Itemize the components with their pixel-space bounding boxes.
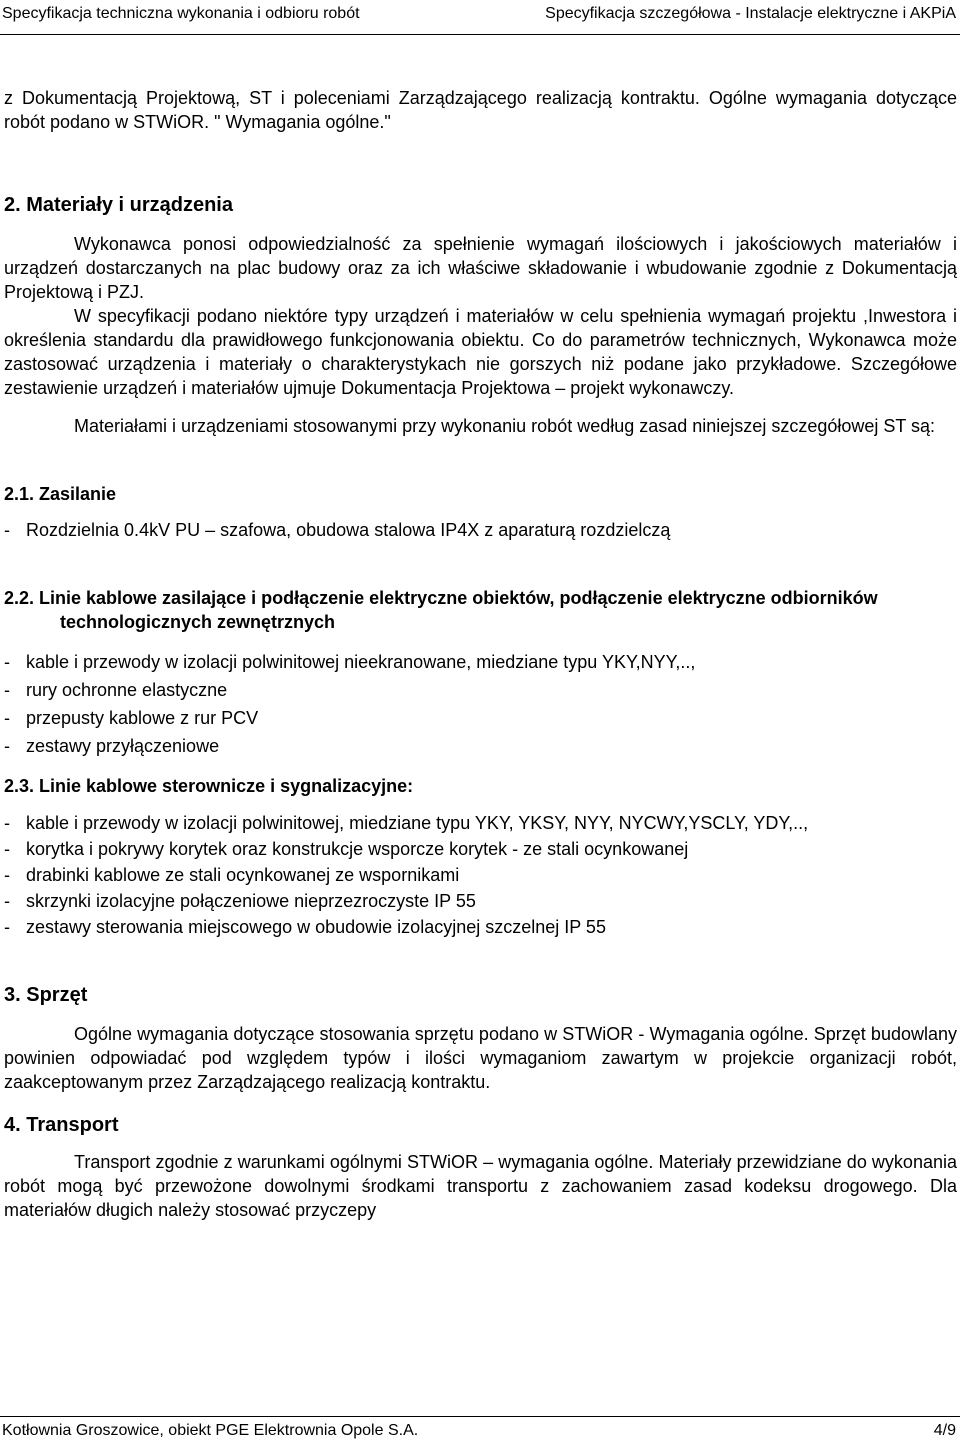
section-2-2-title: 2.2. Linie kablowe zasilające i podłączenie elektryczne obiektów, podłączenie elektryczne odbiorników technologicznych zewnętrznych bbox=[4, 588, 878, 632]
list-item: - zestawy sterowania miejscowego w obudowie izolacyjnej szczelnej IP 55 bbox=[26, 914, 957, 940]
document-body bbox=[4, 86, 957, 1222]
section-2-paragraph-1: Wykonawca ponosi odpowiedzialność za spełnienie wymagań ilościowych i jakościowych materiałów i urządzeń dostarczanych na plac budowy oraz za ich właściwe składowanie i wbudowanie zgodnie z Dokumentacją Projektową i PZJ. bbox=[4, 234, 957, 302]
list-item: - drabinki kablowe ze stali ocynkowanej ze wspornikami bbox=[26, 862, 957, 888]
list-item: - zestawy przyłączeniowe bbox=[26, 732, 957, 760]
section-2-2-list bbox=[4, 648, 957, 760]
header-left-title: Specyfikacja techniczna wykonania i odbioru robót bbox=[2, 5, 360, 22]
intro-paragraph: z Dokumentacją Projektową, ST i poleceniami Zarządzającego realizacją kontraktu. Ogólne wymagania dotyczące robót podano w STWiOR. " Wymagania ogólne." bbox=[4, 88, 957, 132]
section-2-3-list bbox=[4, 810, 957, 940]
section-2-1-title: 2.1. Zasilanie bbox=[4, 484, 117, 504]
list-item: - przepusty kablowe z rur PCV bbox=[26, 704, 957, 732]
section-2-paragraph-3: Materiałami i urządzeniami stosowanymi przy wykonaniu robót według zasad niniejszej szczegółowej ST są: bbox=[74, 416, 936, 436]
section-3-paragraph: Ogólne wymagania dotyczące stosowania sprzętu podano w STWiOR - Wymagania ogólne. Sprzęt budowlany powinien odpowiadać pod względem typów i ilości wymaganiom zawartym w projekcie organizacji robót, zaakceptowanym przez Zarządzającego realizacją kontraktu. bbox=[4, 1024, 957, 1092]
list-item: - skrzynki izolacyjne połączeniowe nieprzezroczyste IP 55 bbox=[26, 888, 957, 914]
page-number: 4/9 bbox=[933, 1422, 956, 1439]
list-item: - rury ochronne elastyczne bbox=[26, 676, 957, 704]
section-4-title: 4. Transport bbox=[4, 1114, 119, 1136]
section-2-3-title: 2.3. Linie kablowe sterownicze i sygnalizacyjne: bbox=[4, 776, 414, 796]
list-item: - kable i przewody w izolacji polwinitowej nieekranowane, miedziane typu YKY,NYY,.., bbox=[26, 648, 957, 676]
page-footer bbox=[0, 1416, 960, 1448]
header-right-title: Specyfikacja szczegółowa - Instalacje elektryczne i AKPiA bbox=[545, 5, 956, 22]
footer-project-name: Kotłownia Groszowice, obiekt PGE Elektrownia Opole S.A. bbox=[2, 1422, 419, 1439]
header-rule bbox=[0, 34, 960, 35]
list-item: - korytka i pokrywy korytek oraz konstrukcje wsporcze korytek - ze stali ocynkowanej bbox=[26, 836, 957, 862]
section-2-paragraph-2: W specyfikacji podano niektóre typy urządzeń i materiałów w celu spełnienia wymagań projektu ,Inwestora i określenia standardu dla prawidłowego funkcjonowania obiektu. Co do parametrów technicznych, Wykonawca może zastosować urządzenia i materiały o charakterystykach nie gorszych niż podane jako przykładowe. Szczegółowe zestawienie urządzeń i materiałów ujmuje Dokumentacja Projektowa – projekt wykonawczy. bbox=[4, 306, 957, 398]
section-4-paragraph: Transport zgodnie z warunkami ogólnymi STWiOR – wymagania ogólne. Materiały przewidziane do wykonania robót mogą być przewożone dowolnymi środkami transportu z zachowaniem zasad kodeksu drogowego. Dla materiałów długich należy stosować przyczepy bbox=[4, 1152, 957, 1220]
list-item: - Rozdzielnia 0.4kV PU – szafowa, obudowa stalowa IP4X z aparaturą rozdzielczą bbox=[26, 516, 957, 544]
list-item: - kable i przewody w izolacji polwinitowej, miedziane typu YKY, YKSY, NYY, NYCWY,YSCLY, YDY,.., bbox=[26, 810, 957, 836]
footer-rule bbox=[0, 1416, 960, 1417]
section-3-title: 3. Sprzęt bbox=[4, 984, 88, 1006]
page-header bbox=[0, 0, 960, 36]
section-2-1-list bbox=[4, 516, 957, 544]
section-2-title: 2. Materiały i urządzenia bbox=[4, 194, 233, 216]
